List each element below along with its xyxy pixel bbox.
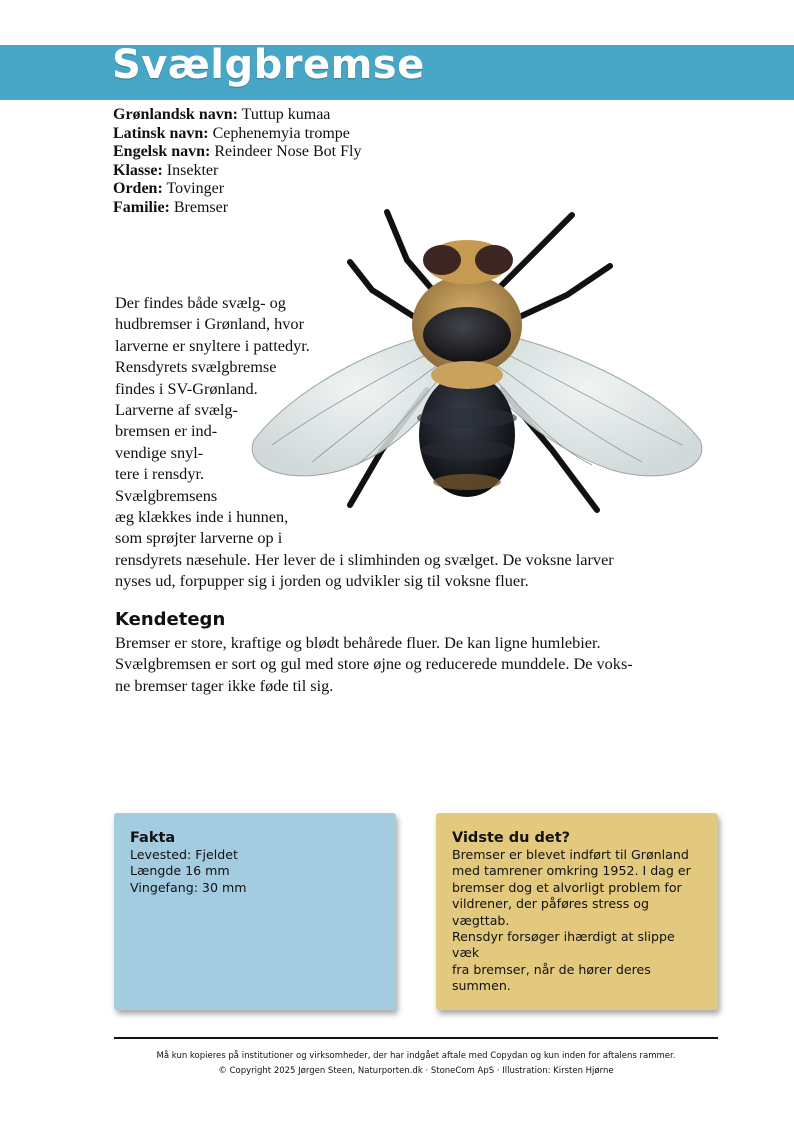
fact-family: Familie: Bremser [113,198,229,216]
vidste-line: med tamrener omkring 1952. I dag er [452,863,691,879]
footer-license: Må kun kopieres på institutioner og virksomheder, der har indgået aftale med Copydan og kun inden for aftalens rammer. [156,1051,676,1061]
text-line: tere i rensdyr. [115,464,205,484]
footer-copyright: © Copyright 2025 Jørgen Steen, Naturporten.dk · StoneCom ApS · Illustration: Kirsten Hjørne [218,1066,614,1076]
fact-english-name: Engelsk navn: Reindeer Nose Bot Fly [113,143,362,161]
vidste-box [436,813,718,1010]
page-title: Svælgbremse [112,42,425,88]
fakta-line: Vingefang: 30 mm [130,879,247,895]
text-line: larverne er snyltere i pattedyr. [115,335,310,355]
vidste-line: Rensdyr forsøger ihærdigt at slippe væk [452,929,675,961]
left-eye [423,245,461,275]
footer-divider [114,1037,718,1039]
text-line: ne bremser tager ikke føde til sig. [115,675,334,695]
text-line: Larverne af svælg- [115,400,238,420]
intro-text [115,292,715,592]
fact-latin-name: Latinsk navn: Cephenemyia trompe [113,124,350,142]
vidste-heading: Vidste du det? [452,830,571,846]
fact-greenlandic-name: Grønlandsk navn: Tuttup kumaa [113,106,331,123]
kendetegn-heading: Kendetegn [115,609,226,630]
text-line: bremsen er ind- [115,421,218,441]
vidste-line: Bremser er blevet indført til Grønland [452,847,689,862]
text-line: Rensdyrets svælgbremse [115,357,277,377]
kendetegn-text [115,632,715,696]
text-line: nyses ud, forpupper sig i jorden og udvikler sig til voksne fluer. [115,571,529,591]
fakta-line: Længde 16 mm [130,863,230,879]
fakta-heading: Fakta [130,830,176,846]
vidste-line: fra bremser, når de hører deres summen. [452,961,651,994]
fact-class: Klasse: Insekter [113,161,219,179]
text-line: som sprøjter larverne op i [115,528,283,548]
text-line: hudbremser i Grønland, hvor [115,314,304,334]
fact-order: Orden: Tovinger [113,180,225,198]
text-line: æg klækkes inde i hunnen, [115,507,289,527]
text-line: vendige snyl- [115,442,204,462]
text-line: Svælgbremsens [115,485,218,505]
text-line: Der findes både svælg- og [115,293,286,312]
vidste-line: vildrener, der påføres stress og vægttab. [452,896,649,928]
fakta-box [114,813,396,1010]
vidste-line: bremser dog et alvorligt problem for [452,879,682,895]
text-line: Bremser er store, kraftige og blødt behårede fluer. De kan ligne humlebier. [115,633,601,652]
text-line: findes i SV-Grønland. [115,378,258,398]
text-line: Svælgbremsen er sort og gul med store øjne og reducerede munddele. De voks- [115,654,633,674]
text-line: rensdyrets næsehule. Her lever de i slimhinden og svælget. De voksne larver [115,549,614,569]
right-eye [475,245,513,275]
fakta-line: Levested: Fjeldet [130,847,238,862]
